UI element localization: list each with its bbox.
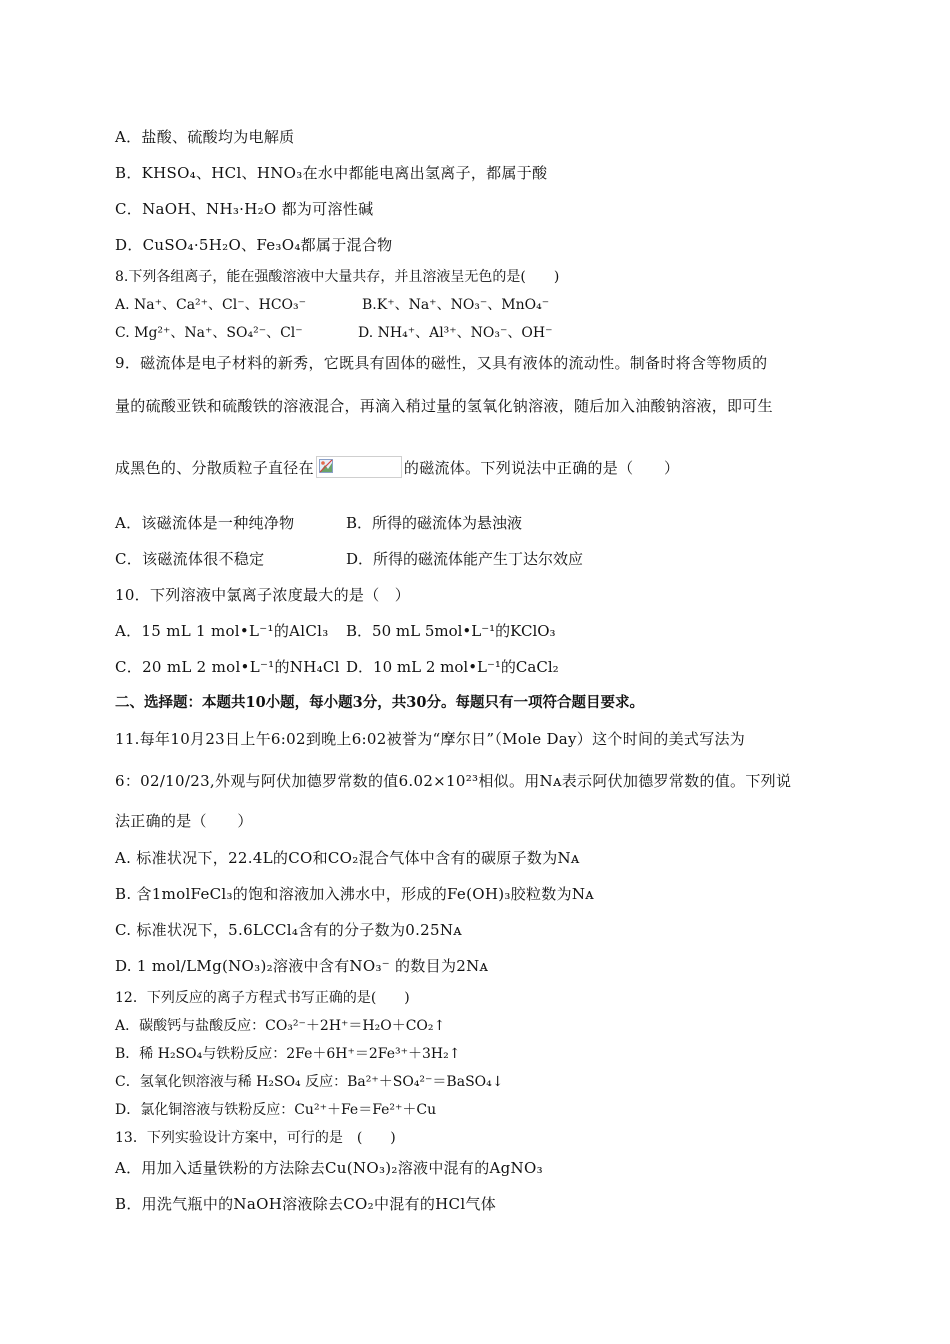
q11-option-c: C. 标准状况下，5.6LCCl₄含有的分子数为0.25Nᴀ (115, 921, 463, 939)
q13-stem: 13．下列实验设计方案中，可行的是 ( ) (115, 1130, 396, 1146)
q7-option-c: C．NaOH、NH₃·H₂O 都为可溶性碱 (115, 200, 374, 218)
q11-stem-line3: 法正确的是（ ） (115, 812, 253, 830)
q10-option-b: B．50 mL 5mol•L⁻¹的KClO₃ (346, 622, 556, 640)
q12-option-b: B．稀 H₂SO₄与铁粉反应：2Fe＋6H⁺＝2Fe³⁺＋3H₂↑ (115, 1046, 461, 1062)
q8-option-d: D. NH₄⁺、Al³⁺、NO₃⁻、OH⁻ (358, 325, 553, 341)
q11-option-b: B. 含1molFeCl₃的饱和溶液加入沸水中，形成的Fe(OH)₃胶粒数为Nᴀ (115, 885, 595, 903)
q9-stem-line2: 量的硫酸亚铁和硫酸铁的溶液混合，再滴入稍过量的氢氧化钠溶液，随后加入油酸钠溶液，即可生 (115, 397, 773, 415)
q9-option-d: D．所得的磁流体能产生丁达尔效应 (346, 550, 584, 568)
q10-option-d: D．10 mL 2 mol•L⁻¹的CaCl₂ (346, 658, 559, 676)
q11-stem-line2: 6：02/10/23,外观与阿伏加德罗常数的值6.02×10²³相似。用Nᴀ表示阿伏加德罗常数的值。下列说 (115, 772, 792, 790)
q13-option-b: B．用洗气瓶中的NaOH溶液除去CO₂中混有的HCl气体 (115, 1195, 497, 1213)
q12-stem: 12．下列反应的离子方程式书写正确的是( ) (115, 990, 410, 1006)
q12-option-c: C．氢氧化钡溶液与稀 H₂SO₄ 反应：Ba²⁺＋SO₄²⁻＝BaSO₄↓ (115, 1074, 504, 1090)
q8-option-b: B.K⁺、Na⁺、NO₃⁻、MnO₄⁻ (362, 297, 550, 313)
q8-option-c: C. Mg²⁺、Na⁺、SO₄²⁻、Cl⁻ (115, 325, 303, 341)
q10-option-c: C．20 mL 2 mol•L⁻¹的NH₄Cl (115, 658, 340, 676)
q9-stem-line1: 9．磁流体是电子材料的新秀，它既具有固体的磁性，又具有液体的流动性。制备时将含等物质的 (115, 354, 768, 372)
q8-option-a: A. Na⁺、Ca²⁺、Cl⁻、HCO₃⁻ (115, 297, 307, 313)
q8-stem: 8.下列各组离子，能在强酸溶液中大量共存，并且溶液呈无色的是( ) (115, 269, 560, 285)
q11-option-a: A. 标准状况下，22.4L的CO和CO₂混合气体中含有的碳原子数为Nᴀ (115, 849, 580, 867)
q9-stem-line3-post: 的磁流体。下列说法中正确的是（ ） (403, 459, 680, 477)
q9-stem-line3-pre: 成黑色的、分散质粒子直径在 (115, 459, 314, 477)
q7-option-b: B．KHSO₄、HCl、HNO₃在水中都能电离出氢离子，都属于酸 (115, 164, 548, 182)
q7-option-a: A．盐酸、硫酸均为电解质 (115, 128, 295, 146)
q10-stem: 10．下列溶液中氯离子浓度最大的是（ ） (115, 586, 411, 604)
q9-option-a: A．该磁流体是一种纯净物 (115, 514, 295, 532)
q9-stem-line3 (115, 456, 679, 478)
q9-option-b: B．所得的磁流体为悬浊液 (346, 514, 523, 532)
q13-option-a: A．用加入适量铁粉的方法除去Cu(NO₃)₂溶液中混有的AgNO₃ (115, 1159, 543, 1177)
q7-option-d: D．CuSO₄·5H₂O、Fe₃O₄都属于混合物 (115, 236, 393, 254)
broken-image-icon (316, 456, 402, 478)
q10-option-a: A．15 mL 1 mol•L⁻¹的AlCl₃ (115, 622, 329, 640)
q12-option-a: A．碳酸钙与盐酸反应：CO₃²⁻＋2H⁺＝H₂O＋CO₂↑ (115, 1018, 446, 1034)
q11-option-d: D. 1 mol/LMg(NO₃)₂溶液中含有NO₃⁻ 的数目为2Nᴀ (115, 957, 489, 975)
q11-stem-line1: 11.每年10月23日上午6:02到晚上6:02被誉为“摩尔日”（Mole Day）这个时间的美式写法为 (115, 730, 746, 748)
q12-option-d: D．氯化铜溶液与铁粉反应：Cu²⁺＋Fe＝Fe²⁺＋Cu (115, 1102, 437, 1118)
q9-option-c: C．该磁流体很不稳定 (115, 550, 265, 568)
section-heading: 二、选择题：本题共10小题，每小题3分，共30分。每题只有一项符合题目要求。 (115, 694, 644, 711)
